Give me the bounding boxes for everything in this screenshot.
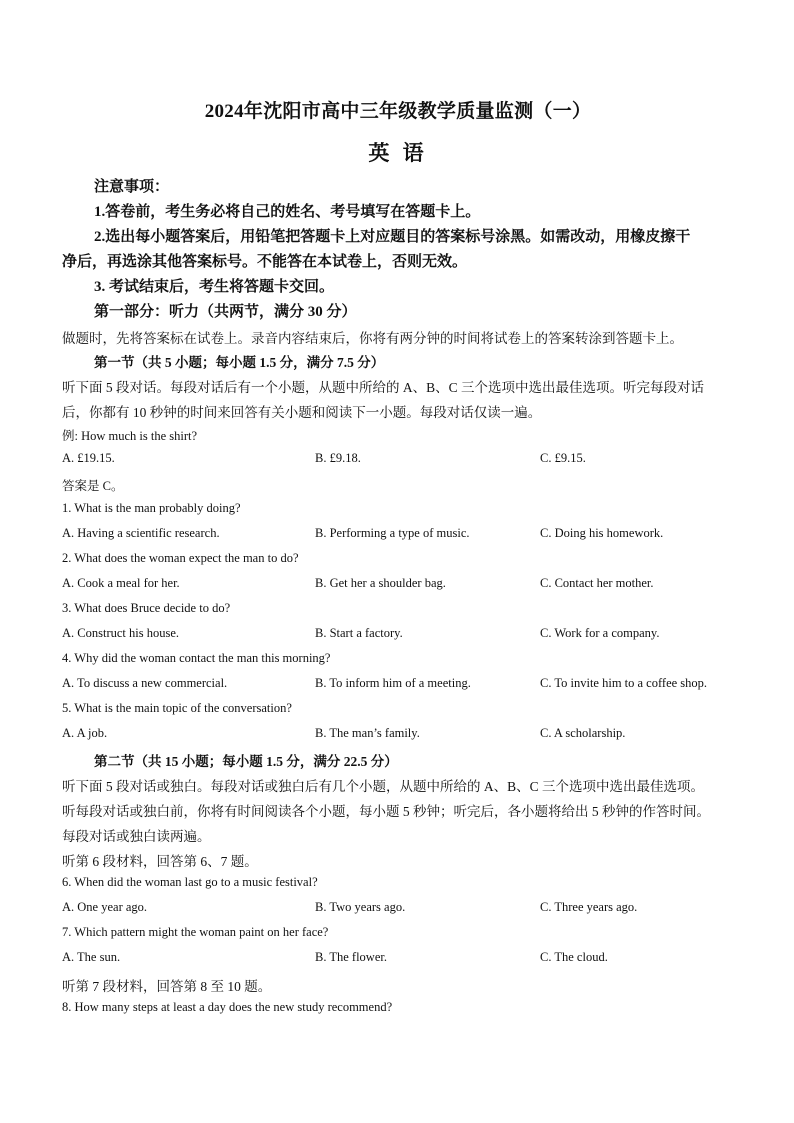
question-5-option-c: C. A scholarship. <box>540 726 626 740</box>
question-4-option-a: A. To discuss a new commercial. <box>62 676 228 690</box>
question-3: 3. What does Bruce decide to do? <box>62 601 231 615</box>
question-2-option-a: A. Cook a meal for her. <box>62 576 180 590</box>
notes-item-3: 3. 考试结束后，考生将答题卡交回。 <box>94 279 335 295</box>
material-7-note: 听第 7 段材料，回答第 8 至 10 题。 <box>62 979 272 994</box>
question-1-option-c: C. Doing his homework. <box>540 526 664 540</box>
section2-instruction-line-3: 每段对话或独白读两遍。 <box>62 829 211 844</box>
notes-item-1: 1.答卷前，考生务必将自己的姓名、考号填写在答题卡上。 <box>94 204 481 220</box>
section1-instruction-line-2: 后，你都有 10 秒钟的时间来回答有关小题和阅读下一小题。每段对话仅读一遍。 <box>62 405 542 420</box>
part1-instruction: 做题时，先将答案标在试卷上。录音内容结束后，你将有两分钟的时间将试卷上的答案转涂到答题卡上。 <box>62 331 683 346</box>
question-6-option-b: B. Two years ago. <box>315 900 406 914</box>
question-8: 8. How many steps at least a day does the new study recommend? <box>62 1000 393 1014</box>
question-2-option-c: C. Contact her mother. <box>540 576 654 590</box>
notes-item-2-line-2: 净后，再选涂其他答案标号。不能答在本试卷上，否则无效。 <box>62 254 468 270</box>
question-1-option-b: B. Performing a type of music. <box>315 526 470 540</box>
question-6: 6. When did the woman last go to a music festival? <box>62 875 318 889</box>
question-5-option-b: B. The man’s family. <box>315 726 420 740</box>
section2-instruction-line-2: 听每段对话或独白前，你将有时间阅读各个小题，每小题 5 秒钟；听完后，各小题将给出 5 秒钟的作答时间。 <box>62 804 710 819</box>
question-7-option-c: C. The cloud. <box>540 950 608 964</box>
question-2-option-b: B. Get her a shoulder bag. <box>315 576 446 590</box>
section1-instruction-line-1: 听下面 5 段对话。每段对话后有一个小题，从题中所给的 A、B、C 三个选项中选出最佳选项。听完每段对话 <box>62 380 705 395</box>
question-4-option-c: C. To invite him to a coffee shop. <box>540 676 708 690</box>
section2-heading: 第二节（共 15 小题；每小题 1.5 分，满分 22.5 分） <box>94 754 398 769</box>
question-1-option-a: A. Having a scientific research. <box>62 526 220 540</box>
question-7-option-a: A. The sun. <box>62 950 121 964</box>
example-option-a: A. £19.15. <box>62 451 115 465</box>
subject-title: 英 语 <box>368 141 428 165</box>
example-option-c: C. £9.15. <box>540 451 586 465</box>
question-6-option-c: C. Three years ago. <box>540 900 638 914</box>
notes-heading: 注意事项： <box>94 179 170 195</box>
material-6-note: 听第 6 段材料，回答第 6、7 题。 <box>62 854 258 869</box>
question-3-option-b: B. Start a factory. <box>315 626 403 640</box>
question-1: 1. What is the man probably doing? <box>62 501 241 515</box>
section2-instruction-line-1: 听下面 5 段对话或独白。每段对话或独白后有几个小题，从题中所给的 A、B、C 三个选项中选出最佳选项。 <box>62 779 705 794</box>
example-option-b: B. £9.18. <box>315 451 361 465</box>
question-3-option-a: A. Construct his house. <box>62 626 180 640</box>
question-2: 2. What does the woman expect the man to do? <box>62 551 299 565</box>
question-5-option-a: A. A job. <box>62 726 108 740</box>
section1-heading: 第一节（共 5 小题；每小题 1.5 分，满分 7.5 分） <box>94 355 385 370</box>
example-answer: 答案是 C。 <box>62 479 124 493</box>
question-3-option-c: C. Work for a company. <box>540 626 660 640</box>
part1-heading: 第一部分：听力（共两节，满分 30 分） <box>94 304 357 320</box>
example-question: 例: How much is the shirt? <box>62 429 198 443</box>
exam-title: 2024年沈阳市高中三年级教学质量监测（一） <box>204 101 592 122</box>
question-6-option-a: A. One year ago. <box>62 900 148 914</box>
question-4-option-b: B. To inform him of a meeting. <box>315 676 471 690</box>
exam-page <box>62 0 734 1123</box>
question-7: 7. Which pattern might the woman paint on her face? <box>62 925 329 939</box>
notes-item-2-line-1: 2.选出每小题答案后，用铅笔把答题卡上对应题目的答案标号涂黑。如需改动，用橡皮擦干 <box>94 229 691 245</box>
question-4: 4. Why did the woman contact the man this morning? <box>62 651 331 665</box>
question-7-option-b: B. The flower. <box>315 950 387 964</box>
question-5: 5. What is the main topic of the conversation? <box>62 701 292 715</box>
